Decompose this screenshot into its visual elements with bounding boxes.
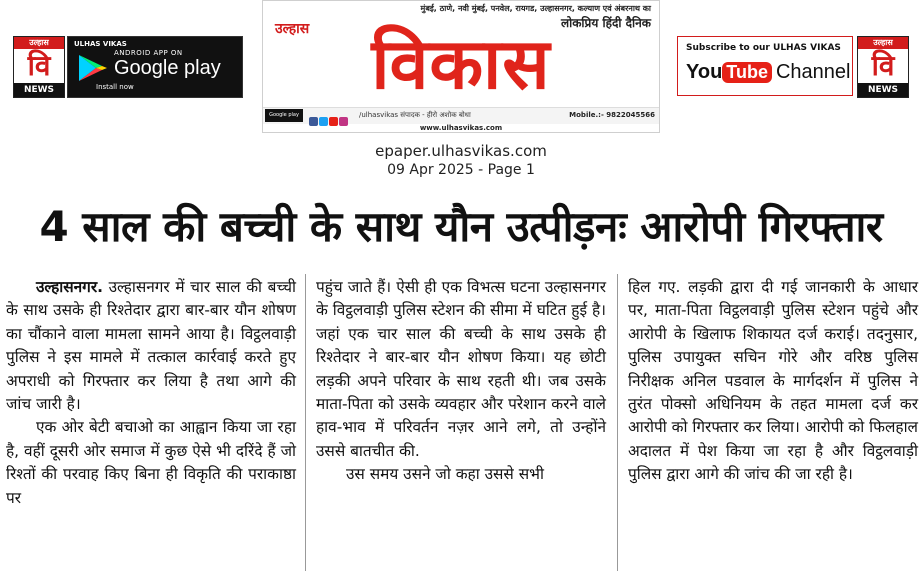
masthead: [262, 0, 660, 133]
article-column-1: [6, 276, 296, 510]
gp-install: Install now: [96, 83, 134, 91]
article-column-3: [628, 276, 918, 487]
google-play-badge[interactable]: [13, 36, 241, 98]
yt-tube: Tube: [722, 62, 772, 83]
social-icons: [309, 111, 349, 121]
yt-subscribe: Subscribe to our ULHAS VIKAS: [686, 43, 841, 53]
column-divider: [305, 274, 306, 571]
logo-top-text: उल्हास: [14, 37, 64, 49]
paragraph: हिल गए. लड़की द्वारा दी गई जानकारी के आधार पर, माता-पिता विट्ठलवाड़ी पुलिस स्टेशन पहुंचे और आरोपी के खिलाफ शिकायत दर्ज कराई। तदनुसार, पुलिस उपायुक्त सचिन गोरे और वरिष्ठ पुलिस निरीक्षक अनिल पडवाल के मार्गदर्शन में पुलिस ने तुरंत पोक्सो अधिनियम के तहत मामला दर्ज कर आरोपी को गिरफ्तार कर लिया। आरोपी को फिलहाल अदालत में पेश किया जा रहा है और विट्ठलवाड़ी पुलिस द्वारा आगे की जांच की जा रही है।: [628, 278, 918, 484]
youtube-channel-badge[interactable]: [677, 36, 909, 98]
gp-brand: ULHAS VIKAS: [74, 40, 127, 48]
masthead-cities: मुंबई, ठाणे, नवी मुंबई, पनवेल, रायगड, उल्हासनगर, कल्याण एवं अंबरनाथ का: [420, 4, 651, 13]
paragraph: एक ओर बेटी बचाओ का आह्वान किया जा रहा है, वहीं दूसरी ओर समाज में कुछ ऐसे भी दरिंदे हैं जो रिश्तों की परवाह किए बिना ही विकृति की पराकाष्ठा पर: [6, 418, 296, 507]
dateline: उल्हासनगर.: [36, 278, 103, 296]
logo-bottom-text: NEWS: [14, 83, 64, 97]
yt-you: You: [686, 61, 723, 83]
logo-mid-text: वि: [858, 49, 908, 83]
masthead-google-play-icon[interactable]: Google play: [265, 109, 303, 122]
paragraph: पहुंच जाते हैं। ऐसी ही एक विभत्स घटना उल्हासनगर के विट्ठलवाड़ी पुलिस स्टेशन की सीमा में घटित हुई है। जहां एक चार साल की बच्ची के साथ उसके ही रिश्तेदार ने बार-बार यौन शोषण किया। यह छोटी लड़की अपने परिवार के साथ रहती थी। जब उसके माता-पिता को उसके व्यवहार और परेशान करने वाले हाव-भाव में परिवर्तन नज़र आने लगे, तो उन्होंने उससे बातचीत की.: [316, 278, 606, 460]
logo-top-text: उल्हास: [858, 37, 908, 49]
masthead-tagline: लोकप्रिय हिंदी दैनिक: [560, 16, 651, 30]
logo-bottom-text: NEWS: [858, 83, 908, 97]
masthead-small-title: उल्हास: [275, 21, 310, 37]
article-column-2: [316, 276, 606, 487]
google-play-icon: [76, 53, 110, 83]
google-play-button[interactable]: [67, 36, 243, 98]
youtube-channel-button[interactable]: [677, 36, 853, 96]
article-headline: 4 साल की बच्ची के साथ यौन उत्पीड़नः आरोपी गिरफ्तार: [39, 202, 883, 251]
masthead-website[interactable]: www.ulhasvikas.com: [419, 124, 503, 132]
yt-logo: [686, 61, 850, 89]
gp-store-name: Google play: [114, 57, 221, 79]
paragraph-text: उल्हासनगर में चार साल की बच्ची के साथ उसके ही रिश्तेदार द्वारा बार-बार यौन शोषण का चौंकाने वाला मामला सामने आया है। विट्ठलवाड़ी पुलिस ने इस मामले में तत्काल कार्रवाई करते हुए अपराधी को गिरफ्तार कर लिया है तथा आगे की जांच जारी है।: [6, 278, 296, 414]
ulhas-vikas-news-logo-right: [857, 36, 909, 98]
column-divider: [617, 274, 618, 571]
paragraph: उस समय उसने जो कहा उससे सभी: [346, 465, 544, 484]
gp-available: ANDROID APP ON: [114, 49, 183, 57]
epaper-date: 09 Apr 2025 - Page 1: [387, 162, 535, 178]
epaper-url[interactable]: epaper.ulhasvikas.com: [375, 142, 547, 160]
ulhas-vikas-news-logo: [13, 36, 65, 98]
masthead-handle: /ulhasvikas संपादक - हीरो अशोक बोधा: [359, 111, 471, 119]
paragraph: [6, 276, 296, 416]
masthead-title: विकास: [371, 23, 551, 105]
masthead-bar: [263, 107, 659, 124]
logo-mid-text: वि: [14, 49, 64, 83]
masthead-mobile: Mobile.:- 9822045566: [569, 111, 655, 119]
yt-channel: Channel: [775, 61, 851, 83]
